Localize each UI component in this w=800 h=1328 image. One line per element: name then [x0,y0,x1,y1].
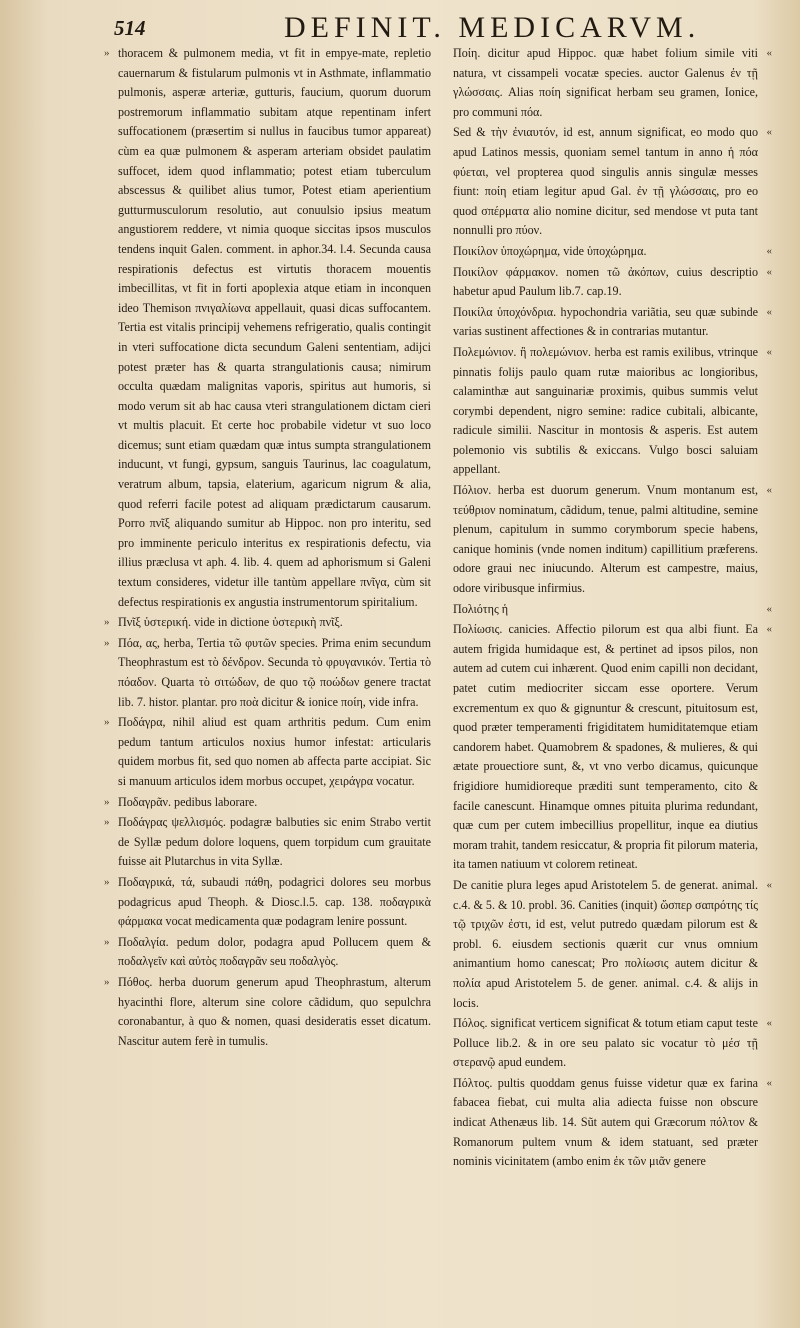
right-entry: Πολεμώνιον. ἢ πολεμώνιον. herba est ramis exilibus, vtrinque pinnatis folijs paulo quam rutæ maioribus ac longioribus, calaminthæ aut sanguinariæ proximis, quibus summis velut corymbi dependent, nigro semine: radice cubitali, albicante, radicule similii. Nascitur in montosis & asperis. Est autem polemonio vis subtilis & exiccans. Vulgo bosci saluiam appellant. « [453,343,772,480]
right-entry: De canitie plura leges apud Aristotelem 5. de generat. animal. c.4. & 5. & 10. probl. 36. Canities (inquit) ὥσπερ σαπρότης τίς τῷ τριχῶν ἐστι, id est, velut putredo quædam pilorum est & probl. 6. eiusdem sectionis quærit cur vnus omnium animantium homo canescat; Pro πολίωσις autem dicitur & πολία apud Aristotelem 5. de gener. animal. c.4. & alijs in locis. « [453,876,772,1013]
right-entry: Πολιότης ἡ « [453,600,772,620]
right-entry: Sed & τὴν ἐνιαυτόν, id est, annum significat, eo modo quo apud Latinos messis, quoniam semel tantum in anno ἡ πόα φύεται, vel propterea quod singulis annis singulæ messes fiunt: ποίη etiam legitur apud Gal. ἐν τῇ γλώσσαις, pro eo quod σπέρματα alio nomine dicitur, sed mendose vt puta tant nonnulli pro πύον. « [453,123,772,241]
left-entry: » thoracem & pulmonem media, vt fit in empye-mate, repletio cauernarum & fistularum pulmonis vt in Asthmate, inflammatio pulmonis, asperæ arteriæ, gutturis, faucium, quorum duorum postremorum inflammatio subitam atque repentinam infert suffocationem (præsertim si nullus in faucibus tumor appareat) cùm ea quæ pulmonem & asperam arteriam obsidet paulatim suffocet, idem quod inflammatio; potest etiam tuberculum abscessus & quilibet alius tumor, Potest etiam aperientium gutturmusculorum resolutio, aut conuulsio ipsius meatum angustiorem reddere, vt nimia quoque siccitas ipsos musculos tendens inquit Galen. comment. in aphor.34. l.4. Secunda causa respirationis defectus est virtutis thoracem mouentis imbecillitas, vt fit in forti apoplexia atque etiam in inconquen ideo Themison πνιγαλίωνα appellauit, quasi dicas suffocantem. Tertia est vitalis principij vehemens refrigeratio, qualis contingit in vteri suffocatione dicta secundum Galeni sententiam, adijci potest præter has & quarta strangulationis causa; nimirum occulta quædam malignitas vaporis, spiritus aut humoris, si modo verum sit ab hac causa vteri strangulationem dictam cieri vt multis placuit. Et certe hoc probabile videtur vt suo loco dicemus; sunt etiam quædam quæ intus sumpta strangulationem inducunt, vt fungi, gypsum, sanguis Taurinus, lac coagulatum, veratrum album, tapsia, elaterium, agaricum nigrum & alia, quod referri facile potest ad aliquam prædictarum causarum. Porro πνῖξ aliquando sumitur ab Hippoc. non pro interitu, sed pro imminente periculo interitus ex respirationis defectu, via illius præclusa vt aph. 4. lib. 4. quem ad aphorismum si Galeni textum consideres, videtur ille tantùm appellare πνῖγα, cùm sit defectus respirationis ex angustia instrumentorum spiritalium. [104,44,431,612]
left-entry: » Πνῖξ ὑστερική. vide in dictione ὑστερικὴ πνῖξ. [104,613,431,633]
right-entry: Πόλτος. pultis quoddam genus fuisse videtur quæ ex farina fabacea fiebat, cui multa alia adiecta fuisse non obscure indicat Athenæus lib. 14. Sũt autem qui Græcorum πόλτον & Romanorum pultem vnum & idem statuant, sed præter nominis vicinitatem (ambo enim ἐκ τῶν μιᾶν genere « [453,1074,772,1172]
right-entry: Πόλος. significat verticem significat & totum etiam caput teste Polluce lib.2. & in ore seu palato sic vocatur τὸ μέσ τῇ στερανῷ apud eundem. « [453,1014,772,1073]
right-entry: Ποίη. dicitur apud Hippoc. quæ habet folium simile viti natura, vt cissampeli vocatæ species. auctor Galenus ἐν τῇ γλώσσαις. Alias ποίη significat herbam seu gramen, Ionice, pro communi πόα. « [453,44,772,122]
right-entry: Ποικίλον ὑποχώρημα, vide ὑποχώρημα. « [453,242,772,262]
right-entry: Ποικίλα ὑποχόνδρια. hypochondria variãtia, seu quæ subinde varias sustinent affectiones & in contrarias mutantur. « [453,303,772,342]
page-header [104,8,772,44]
text-columns [104,44,772,1310]
left-entry: » Ποδάγρα, nihil aliud est quam arthritis pedum. Cum enim pedum tantum articulos noxius humor infestat: articularis quidem morbus fit, sed quo nomen ab affecta parte accipiat. Sic si manuum articulos idem morbus occupet, χειράγρα vocatur. [104,713,431,791]
left-column [104,44,431,1310]
left-entry: » Ποδάγρας ψελλισμός. podagræ balbuties sic enim Strabo vertit de Syllæ pedum dolore loquens, quem torpidum cum grauitate fuisse ait Plutarchus in vita Syllæ. [104,813,431,872]
left-entry: » Πόα, ας, herba, Tertia τῶ φυτῶν species. Prima enim secundum Theophrastum est τὸ δένδρον. Secunda τὸ φρυγανικόν. Tertia τὸ πόαδον. Quarta τὸ σιτώδων, de quo τῷ ποώδων genere tractat lib. 7. histor. plantar. pro ποὰ dicitur & ionice ποίη, vide infra. [104,634,431,712]
left-entry: » Ποδαγρικά, τά, subaudi πάθη, podagrici dolores seu morbus podagricus apud Theoph. & Diosc.l.5. cap. 138. ποδαγρικὰ φάρμακα vocat medicamenta quæ podagram lenire possunt. [104,873,431,932]
right-entry: Πόλιον. herba est duorum generum. Vnum montanum est, τεύθριον nominatum, cãdidum, tenue, palmi altitudine, semine plenum, capitulum in summo corymborum specie habens, canique hominis (vnde nomen inditum) capillitium præferens. odore graui nec iniucundo. Alterum est campestre, maius, odore viribusque infirmius. « [453,481,772,599]
running-title: DEFINIT. MEDICARVM. [284,11,701,44]
right-column [445,44,772,1310]
left-entry: » Ποδαλγία. pedum dolor, podagra apud Pollucem quem & ποδαλγεῖν καὶ αὐτὸς ποδαγρᾶν seu ποδαλγὸς. [104,933,431,972]
right-entry: Πολίωσις. canicies. Affectio pilorum est qua albi fiunt. Ea autem frigida humidaque est, & pertinet ad ipsos pilos, non autem ad cutem cui inhærent. Quod enim capilli non decidant, patet cutim mediocriter siccam esse oportere. Verum excrementum ex quo & gignuntur & crescunt, pituitosum est, quod præter temperamenti frigiditatem humiditatemque etiam candorem habet. Quamobrem & spadones, & mulieres, & qui ætate prouectiore sunt, &, vt vno verbo dicamus, quicunque frigidiore humidioreque præditi sunt temperamento, cito & facile canescunt. Hinamque omnes pituita plurima redundant, quæ cum per cutem imbecillius propellitur, inque ea diutius moram trahit, tandem resiccatur, & propria fit pilorum materia, ita tamen natiuum vt colorem retineat. « [453,620,772,875]
right-entry: Ποικίλον φάρμακον. nomen τῶ ἀκόπων, cuius descriptio habetur apud Paulum lib.7. cap.19. « [453,263,772,302]
left-entry: » Ποδαγρᾶν. pedibus laborare. [104,793,431,813]
left-entry: » Πόθος. herba duorum generum apud Theophrastum, alterum hyacinthi flore, alterum sine colore cãdidum, quo sepulchra coronabantur, à quo & nomen, quasi desideratis esset dicatum. Nascitur autem ferè in tumulis. [104,973,431,1051]
page-number: 514 [114,16,146,40]
